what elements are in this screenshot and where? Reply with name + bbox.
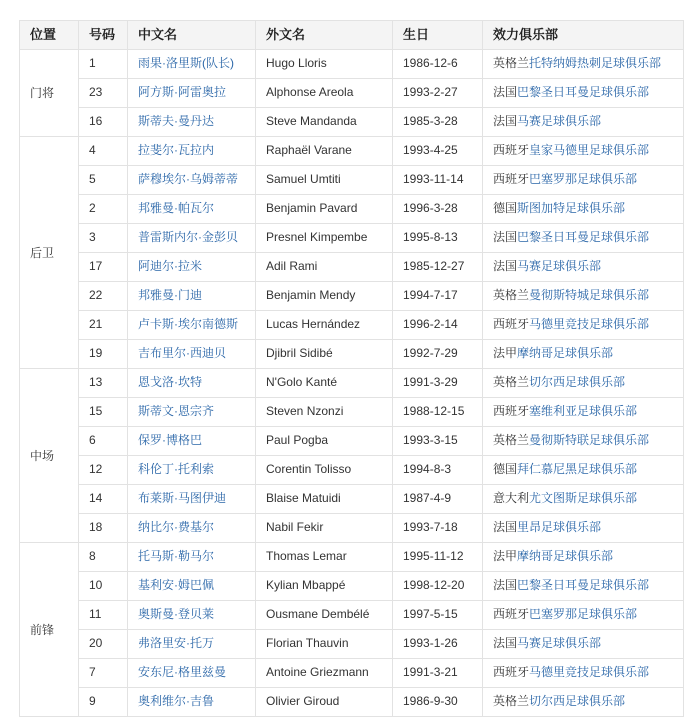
number-cell: 8	[79, 543, 128, 572]
number-cell: 19	[79, 340, 128, 369]
chinese-name-cell	[128, 137, 256, 166]
chinese-name-cell	[128, 427, 256, 456]
club-cell	[483, 311, 684, 340]
header-foreign-name: 外文名	[256, 21, 393, 50]
table-row	[20, 166, 684, 195]
table-row	[20, 543, 684, 572]
club-country: 英格兰	[493, 694, 530, 708]
club-link[interactable]: 尤文图斯足球俱乐部	[529, 491, 638, 505]
chinese-name-cell	[128, 311, 256, 340]
foreign-name-cell: Hugo Lloris	[256, 50, 393, 79]
club-cell	[483, 659, 684, 688]
birthday-cell: 1986-12-6	[393, 50, 483, 79]
player-link[interactable]: 邦雅曼·门迪	[138, 288, 202, 302]
player-link[interactable]: 普雷斯内尔·金彭贝	[138, 230, 238, 244]
chinese-name-cell	[128, 514, 256, 543]
chinese-name-cell	[128, 485, 256, 514]
foreign-name-cell: Presnel Kimpembe	[256, 224, 393, 253]
number-cell: 18	[79, 514, 128, 543]
club-country: 法国	[493, 230, 518, 244]
table-row	[20, 311, 684, 340]
club-country: 英格兰	[493, 375, 530, 389]
club-link[interactable]: 马德里竞技足球俱乐部	[529, 665, 650, 679]
number-cell: 14	[79, 485, 128, 514]
club-link[interactable]: 曼彻斯特联足球俱乐部	[529, 433, 650, 447]
club-country: 英格兰	[493, 433, 530, 447]
club-link[interactable]: 巴塞罗那足球俱乐部	[529, 172, 638, 186]
club-link[interactable]: 托特纳姆热刺足球俱乐部	[529, 56, 662, 70]
number-cell: 6	[79, 427, 128, 456]
club-link[interactable]: 马赛足球俱乐部	[517, 259, 602, 273]
foreign-name-cell: Paul Pogba	[256, 427, 393, 456]
player-link[interactable]: 奥斯曼·登贝莱	[138, 607, 214, 621]
club-country: 法国	[493, 114, 518, 128]
birthday-cell: 1986-9-30	[393, 688, 483, 717]
club-cell	[483, 166, 684, 195]
player-link[interactable]: 拉斐尔·瓦拉内	[138, 143, 214, 157]
number-cell: 7	[79, 659, 128, 688]
club-country: 德国	[493, 201, 518, 215]
club-cell	[483, 427, 684, 456]
table-row	[20, 79, 684, 108]
table-row	[20, 601, 684, 630]
table-row	[20, 398, 684, 427]
birthday-cell: 1993-3-15	[393, 427, 483, 456]
player-link[interactable]: 安东尼·格里兹曼	[138, 665, 226, 679]
table-row	[20, 50, 684, 79]
club-link[interactable]: 里昂足球俱乐部	[517, 520, 602, 534]
player-link[interactable]: 雨果·洛里斯(队长)	[138, 56, 234, 70]
number-cell: 13	[79, 369, 128, 398]
birthday-cell: 1993-4-25	[393, 137, 483, 166]
chinese-name-cell	[128, 601, 256, 630]
number-cell: 3	[79, 224, 128, 253]
player-link[interactable]: 奥利维尔·吉鲁	[138, 694, 214, 708]
club-cell	[483, 253, 684, 282]
number-cell: 10	[79, 572, 128, 601]
birthday-cell: 1991-3-21	[393, 659, 483, 688]
player-link[interactable]: 弗洛里安·托万	[138, 636, 214, 650]
header-number: 号码	[79, 21, 128, 50]
header-position: 位置	[20, 21, 79, 50]
table-row	[20, 688, 684, 717]
player-link[interactable]: 吉布里尔·西迪贝	[138, 346, 226, 360]
player-link[interactable]: 阿迪尔·拉米	[138, 259, 202, 273]
club-link[interactable]: 斯图加特足球俱乐部	[517, 201, 626, 215]
chinese-name-cell	[128, 688, 256, 717]
chinese-name-cell	[128, 456, 256, 485]
club-country: 法国	[493, 85, 518, 99]
club-country: 法国	[493, 578, 518, 592]
player-link[interactable]: 布莱斯·马图伊迪	[138, 491, 226, 505]
club-link[interactable]: 切尔西足球俱乐部	[529, 375, 626, 389]
header-birthday: 生日	[393, 21, 483, 50]
player-link[interactable]: 保罗·博格巴	[138, 433, 202, 447]
table-row	[20, 485, 684, 514]
club-cell	[483, 456, 684, 485]
chinese-name-cell	[128, 572, 256, 601]
player-link[interactable]: 斯蒂文·恩宗齐	[138, 404, 214, 418]
foreign-name-cell: Benjamin Mendy	[256, 282, 393, 311]
club-link[interactable]: 巴黎圣日耳曼足球俱乐部	[517, 230, 650, 244]
foreign-name-cell: Adil Rami	[256, 253, 393, 282]
birthday-cell: 1994-8-3	[393, 456, 483, 485]
table-row	[20, 572, 684, 601]
club-country: 西班牙	[493, 607, 530, 621]
position-cell: 门将	[20, 50, 79, 137]
header-club: 效力俱乐部	[483, 21, 684, 50]
club-country: 法甲	[493, 346, 518, 360]
number-cell: 1	[79, 50, 128, 79]
foreign-name-cell: Samuel Umtiti	[256, 166, 393, 195]
club-link[interactable]: 马赛足球俱乐部	[517, 114, 602, 128]
club-country: 西班牙	[493, 404, 530, 418]
birthday-cell: 1992-7-29	[393, 340, 483, 369]
birthday-cell: 1991-3-29	[393, 369, 483, 398]
birthday-cell: 1987-4-9	[393, 485, 483, 514]
club-link[interactable]: 巴黎圣日耳曼足球俱乐部	[517, 578, 650, 592]
player-link[interactable]: 卢卡斯·埃尔南德斯	[138, 317, 238, 331]
club-cell	[483, 224, 684, 253]
number-cell: 23	[79, 79, 128, 108]
number-cell: 16	[79, 108, 128, 137]
club-link[interactable]: 皇家马德里足球俱乐部	[529, 143, 650, 157]
table-row	[20, 630, 684, 659]
position-cell: 后卫	[20, 137, 79, 369]
foreign-name-cell: Raphaël Varane	[256, 137, 393, 166]
foreign-name-cell: Antoine Griezmann	[256, 659, 393, 688]
position-cell: 中场	[20, 369, 79, 543]
table-row	[20, 369, 684, 398]
club-cell	[483, 630, 684, 659]
chinese-name-cell	[128, 50, 256, 79]
birthday-cell: 1993-2-27	[393, 79, 483, 108]
birthday-cell: 1998-12-20	[393, 572, 483, 601]
chinese-name-cell	[128, 659, 256, 688]
foreign-name-cell: Nabil Fekir	[256, 514, 393, 543]
player-link[interactable]: 斯蒂夫·曼丹达	[138, 114, 214, 128]
foreign-name-cell: N'Golo Kanté	[256, 369, 393, 398]
club-cell	[483, 195, 684, 224]
foreign-name-cell: Steven Nzonzi	[256, 398, 393, 427]
number-cell: 21	[79, 311, 128, 340]
club-link[interactable]: 摩纳哥足球俱乐部	[517, 549, 614, 563]
foreign-name-cell: Benjamin Pavard	[256, 195, 393, 224]
chinese-name-cell	[128, 398, 256, 427]
club-link[interactable]: 曼彻斯特城足球俱乐部	[529, 288, 650, 302]
birthday-cell: 1995-11-12	[393, 543, 483, 572]
club-link[interactable]: 巴黎圣日耳曼足球俱乐部	[517, 85, 650, 99]
club-country: 英格兰	[493, 288, 530, 302]
player-link[interactable]: 纳比尔·费基尔	[138, 520, 214, 534]
foreign-name-cell: Alphonse Areola	[256, 79, 393, 108]
club-cell	[483, 340, 684, 369]
club-country: 法国	[493, 259, 518, 273]
chinese-name-cell	[128, 195, 256, 224]
header-chinese-name: 中文名	[128, 21, 256, 50]
club-link[interactable]: 塞维利亚足球俱乐部	[529, 404, 638, 418]
position-cell: 前锋	[20, 543, 79, 717]
chinese-name-cell	[128, 282, 256, 311]
foreign-name-cell: Thomas Lemar	[256, 543, 393, 572]
foreign-name-cell: Lucas Hernández	[256, 311, 393, 340]
club-cell	[483, 688, 684, 717]
club-country: 西班牙	[493, 172, 530, 186]
club-cell	[483, 543, 684, 572]
club-cell	[483, 282, 684, 311]
number-cell: 12	[79, 456, 128, 485]
number-cell: 2	[79, 195, 128, 224]
club-link[interactable]: 摩纳哥足球俱乐部	[517, 346, 614, 360]
club-cell	[483, 108, 684, 137]
club-country: 德国	[493, 462, 518, 476]
club-country: 西班牙	[493, 317, 530, 331]
table-row	[20, 108, 684, 137]
number-cell: 4	[79, 137, 128, 166]
foreign-name-cell: Florian Thauvin	[256, 630, 393, 659]
foreign-name-cell: Blaise Matuidi	[256, 485, 393, 514]
table-row	[20, 340, 684, 369]
club-cell	[483, 572, 684, 601]
header-row	[20, 21, 684, 50]
chinese-name-cell	[128, 369, 256, 398]
table-row	[20, 195, 684, 224]
birthday-cell: 1993-1-26	[393, 630, 483, 659]
number-cell: 15	[79, 398, 128, 427]
club-link[interactable]: 切尔西足球俱乐部	[529, 694, 626, 708]
birthday-cell: 1996-3-28	[393, 195, 483, 224]
chinese-name-cell	[128, 630, 256, 659]
player-link[interactable]: 萨穆埃尔·乌姆蒂蒂	[138, 172, 238, 186]
club-country: 法国	[493, 636, 518, 650]
table-row	[20, 456, 684, 485]
club-country: 法甲	[493, 549, 518, 563]
foreign-name-cell: Ousmane Dembélé	[256, 601, 393, 630]
club-country: 西班牙	[493, 665, 530, 679]
number-cell: 22	[79, 282, 128, 311]
chinese-name-cell	[128, 224, 256, 253]
chinese-name-cell	[128, 543, 256, 572]
foreign-name-cell: Olivier Giroud	[256, 688, 393, 717]
table-row	[20, 659, 684, 688]
club-cell	[483, 601, 684, 630]
player-link[interactable]: 科伦丁·托利索	[138, 462, 214, 476]
number-cell: 20	[79, 630, 128, 659]
player-link[interactable]: 阿方斯·阿雷奥拉	[138, 85, 226, 99]
table-row	[20, 514, 684, 543]
club-cell	[483, 369, 684, 398]
player-link[interactable]: 托马斯·勒马尔	[138, 549, 214, 563]
player-link[interactable]: 邦雅曼·帕瓦尔	[138, 201, 214, 215]
club-cell	[483, 50, 684, 79]
player-link[interactable]: 恩戈洛·坎特	[138, 375, 202, 389]
birthday-cell: 1993-11-14	[393, 166, 483, 195]
club-link[interactable]: 马赛足球俱乐部	[517, 636, 602, 650]
club-country: 法国	[493, 520, 518, 534]
club-link[interactable]: 马德里竞技足球俱乐部	[529, 317, 650, 331]
foreign-name-cell: Djibril Sidibé	[256, 340, 393, 369]
birthday-cell: 1994-7-17	[393, 282, 483, 311]
foreign-name-cell: Corentin Tolisso	[256, 456, 393, 485]
birthday-cell: 1997-5-15	[393, 601, 483, 630]
number-cell: 9	[79, 688, 128, 717]
chinese-name-cell	[128, 108, 256, 137]
birthday-cell: 1996-2-14	[393, 311, 483, 340]
birthday-cell: 1988-12-15	[393, 398, 483, 427]
table-row	[20, 137, 684, 166]
number-cell: 17	[79, 253, 128, 282]
squad-table	[19, 20, 684, 717]
club-country: 英格兰	[493, 56, 530, 70]
table-row	[20, 253, 684, 282]
chinese-name-cell	[128, 340, 256, 369]
club-cell	[483, 398, 684, 427]
number-cell: 5	[79, 166, 128, 195]
chinese-name-cell	[128, 253, 256, 282]
club-cell	[483, 485, 684, 514]
birthday-cell: 1985-3-28	[393, 108, 483, 137]
birthday-cell: 1985-12-27	[393, 253, 483, 282]
table-row	[20, 282, 684, 311]
club-link[interactable]: 拜仁慕尼黑足球俱乐部	[517, 462, 638, 476]
club-country: 意大利	[493, 491, 530, 505]
club-link[interactable]: 巴塞罗那足球俱乐部	[529, 607, 638, 621]
number-cell: 11	[79, 601, 128, 630]
club-cell	[483, 514, 684, 543]
club-cell	[483, 79, 684, 108]
chinese-name-cell	[128, 166, 256, 195]
foreign-name-cell: Steve Mandanda	[256, 108, 393, 137]
table-row	[20, 224, 684, 253]
birthday-cell: 1993-7-18	[393, 514, 483, 543]
club-cell	[483, 137, 684, 166]
player-link[interactable]: 基利安·姆巴佩	[138, 578, 214, 592]
foreign-name-cell: Kylian Mbappé	[256, 572, 393, 601]
club-country: 西班牙	[493, 143, 530, 157]
birthday-cell: 1995-8-13	[393, 224, 483, 253]
chinese-name-cell	[128, 79, 256, 108]
table-row	[20, 427, 684, 456]
